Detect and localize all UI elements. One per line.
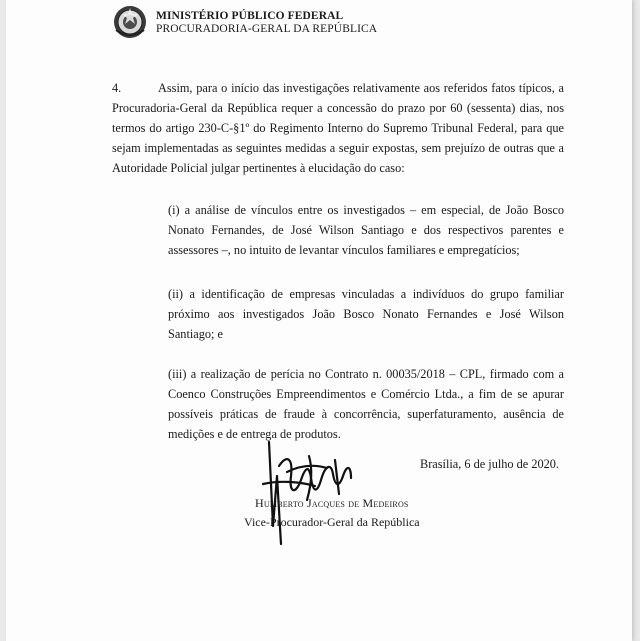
signer-title: Vice-Procurador-Geral da República [244, 515, 420, 529]
list-item: (i) a análise de vínculos entre os investigados – em especial, de João Bosco Nonato Fernandes, de José Wilson Santiago e dos respectivos parentes e assessores –, no intuito de levantar vínculos familiares e empregatícios; [168, 203, 564, 257]
list-item: (ii) a identificação de empresas vinculadas a indivíduos do grupo familiar próximo aos investigados João Bosco Nonato Fernandes e José Wilson Santiago; e [168, 287, 564, 341]
org-line-1: MINISTÉRIO PÚBLICO FEDERAL [156, 10, 344, 22]
brazil-coat-of-arms-icon [112, 4, 148, 40]
org-line-2: PROCURADORIA-GERAL DA REPÚBLICA [156, 23, 378, 35]
organization-name [156, 10, 377, 36]
signer-name: Humberto Jacques de Medeiros [255, 496, 409, 510]
list-item: (iii) a realização de perícia no Contrato n. 00035/2018 – CPL, firmado com a Coenco Construções Empreendimentos e Comércio Ltda., a fim de se apurar possíveis práticas de fraude à concorrência, superfaturamento, ausência de medições e de entrega de produtos. [168, 367, 564, 441]
paragraph-4 [112, 78, 564, 178]
document-date: Brasília, 6 de julho de 2020. [420, 457, 560, 471]
paragraph-text: Assim, para o início das investigações relativamente aos referidos fatos típicos, a Procuradoria-Geral da República requer a concessão do prazo por 60 (sessenta) dias, nos termos do artigo 230-C-§1º do Regimento Interno do Supremo Tribunal Federal, para que sejam implementadas as seguintes medidas a seguir expostas, sem prejuízo de outras que a Autoridade Policial julgar pertinentes à elucidação do caso: [112, 81, 564, 175]
document-page [6, 0, 632, 641]
paragraph-number: 4. [112, 81, 122, 95]
signature-block [244, 494, 420, 532]
